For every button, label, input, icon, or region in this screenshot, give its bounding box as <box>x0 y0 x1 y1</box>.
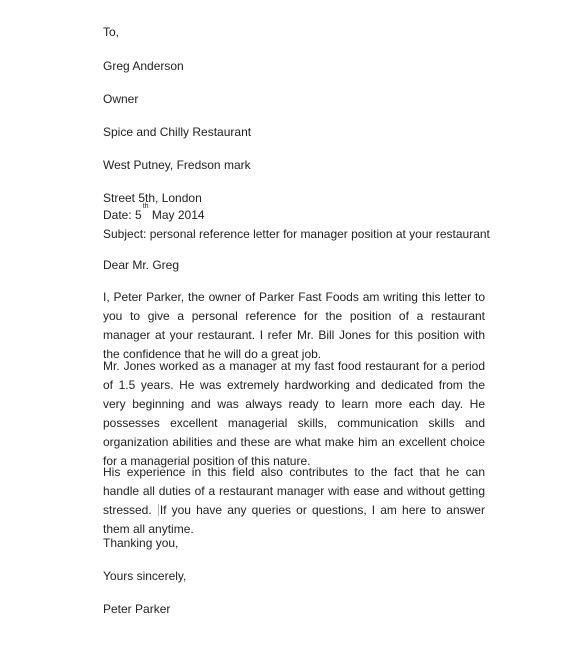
date-suffix: May 2014 <box>148 208 205 222</box>
body-paragraph-3 <box>103 463 485 539</box>
body-paragraph-2: Mr. Jones worked as a manager at my fast food restaurant for a period of 1.5 years. He was extremely hardworking and dedicated from the very beginning and was always ready to learn more each day. He possesses excellent managerial skills, communication skills and organization abilities and these are what make him an excellent choice for a managerial position of this nature. <box>103 359 485 468</box>
body-paragraph-3-part-2: If you have any queries or questions, I am here to answer them all anytime. <box>103 503 485 536</box>
signature-name: Peter Parker <box>103 602 171 616</box>
closing-thanks: Thanking you, <box>103 536 179 550</box>
body-paragraph-3-part-1: His experience in this field also contributes to the fact that he can handle all duties of a restaurant manager with ease and without getting stressed. <box>103 465 485 517</box>
to-label: To, <box>103 25 120 39</box>
recipient-name: Greg Anderson <box>103 59 184 73</box>
recipient-company: Spice and Chilly Restaurant <box>103 125 252 139</box>
recipient-address-line-2: Street 5th, London <box>103 191 202 205</box>
date-ordinal: th <box>142 203 149 210</box>
letter-subject: Subject: personal reference letter for manager position at your restaurant <box>103 227 490 241</box>
recipient-title: Owner <box>103 92 139 106</box>
recipient-address-line-1: West Putney, Fredson mark <box>103 158 251 172</box>
salutation: Dear Mr. Greg <box>103 258 180 272</box>
letter-date <box>103 203 485 225</box>
text-cursor <box>158 504 159 516</box>
date-prefix: Date: 5 <box>103 208 142 222</box>
body-paragraph-1: I, Peter Parker, the owner of Parker Fast Foods am writing this letter to you to give a personal reference for the position of a restaurant manager at your restaurant. I refer Mr. Bill Jones for this position with the confidence that he will do a great job. <box>103 290 485 361</box>
closing-sincerely: Yours sincerely, <box>103 569 187 583</box>
